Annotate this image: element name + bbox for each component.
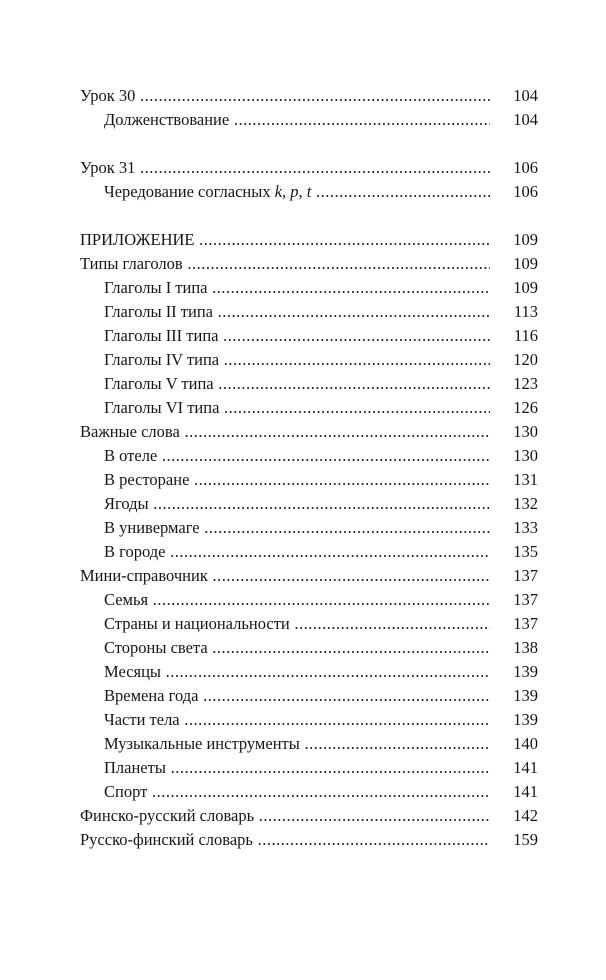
toc-entry-page-number: 116 [490, 324, 538, 348]
toc-entry-title: В отеле ..... [104, 444, 538, 468]
toc-entry-title: В ресторане ..... [104, 468, 538, 492]
toc-entry-page-number: 123 [490, 372, 538, 396]
toc-entry-page-number: 138 [490, 636, 538, 660]
toc-entry[interactable] [0, 180, 606, 204]
toc-entry-page-number: 120 [490, 348, 538, 372]
toc-entry-title: Месяцы ..... [104, 660, 538, 684]
toc-entry-title: Русско-финский словарь ..... [80, 828, 538, 852]
toc-entry-page-number: 140 [490, 732, 538, 756]
toc-entry[interactable] [0, 612, 606, 636]
toc-entry[interactable] [0, 588, 606, 612]
toc-entry-title: Урок 31 ..... [80, 156, 538, 180]
toc-entry-page-number: 137 [490, 612, 538, 636]
toc-entry-title: Стороны света ..... [104, 636, 538, 660]
toc-entry-title: Страны и национальности ..... [104, 612, 538, 636]
toc-entry-title: Части тела ..... [104, 708, 538, 732]
toc-entry[interactable] [0, 732, 606, 756]
toc-entry-page-number: 137 [490, 564, 538, 588]
toc-entry-page-number: 131 [490, 468, 538, 492]
toc-entry[interactable] [0, 636, 606, 660]
toc-entry[interactable] [0, 540, 606, 564]
toc-entry-title: В городе ..... [104, 540, 538, 564]
toc-entry[interactable] [0, 156, 606, 180]
toc-entry-page-number: 139 [490, 660, 538, 684]
toc-entry-page-number: 139 [490, 684, 538, 708]
toc-entry-page-number: 141 [490, 756, 538, 780]
toc-entry-title: Финско-русский словарь ..... [80, 804, 538, 828]
toc-entry-page-number: 139 [490, 708, 538, 732]
toc-entry-page-number: 109 [490, 252, 538, 276]
toc-entry-title: Ягоды ..... [104, 492, 538, 516]
toc-entry-title: Глаголы VI типа ..... [104, 396, 538, 420]
toc-entry-page-number: 142 [490, 804, 538, 828]
toc-entry-page-number: 133 [490, 516, 538, 540]
toc-entry-page-number: 126 [490, 396, 538, 420]
toc-entry-title: В универмаге ..... [104, 516, 538, 540]
toc-entry-page-number: 141 [490, 780, 538, 804]
toc-entry[interactable] [0, 348, 606, 372]
toc-entry[interactable] [0, 828, 606, 852]
toc-entry-title: Глаголы IV типа ..... [104, 348, 538, 372]
toc-entry[interactable] [0, 684, 606, 708]
toc-entry[interactable] [0, 660, 606, 684]
toc-entry-title: Урок 30 ..... [80, 84, 538, 108]
toc-entry-page-number: 132 [490, 492, 538, 516]
toc-entry[interactable] [0, 516, 606, 540]
toc-entry[interactable] [0, 396, 606, 420]
toc-entry-title: Планеты ..... [104, 756, 538, 780]
toc-entry[interactable] [0, 468, 606, 492]
toc-entry-page-number: 106 [490, 156, 538, 180]
toc-entry-page-number: 159 [490, 828, 538, 852]
toc-entry[interactable] [0, 780, 606, 804]
toc-entry-title: Музыкальные инструменты ..... [104, 732, 538, 756]
toc-entry[interactable] [0, 276, 606, 300]
toc-entry-page-number: 113 [490, 300, 538, 324]
toc-entry-page-number: 104 [490, 84, 538, 108]
toc-entry[interactable] [0, 708, 606, 732]
toc-entry[interactable] [0, 804, 606, 828]
toc-entry-title: Важные слова ..... [80, 420, 538, 444]
toc-entry-title: Долженствование ..... [104, 108, 538, 132]
toc-entry[interactable] [0, 300, 606, 324]
toc-entry[interactable] [0, 228, 606, 252]
toc-entry[interactable] [0, 84, 606, 108]
toc-entry-title: Спорт ..... [104, 780, 538, 804]
toc-entry-title: Глаголы III типа ..... [104, 324, 538, 348]
toc-entry-title: Мини-справочник ..... [80, 564, 538, 588]
toc-entry[interactable] [0, 372, 606, 396]
toc-entry-title: Чередование согласных k, p, t ..... [104, 180, 538, 204]
toc-entry-title: Глаголы V типа ..... [104, 372, 538, 396]
toc-entry-title: ПРИЛОЖЕНИЕ ..... [80, 228, 538, 252]
toc-entry[interactable] [0, 492, 606, 516]
toc-entry-page-number: 104 [490, 108, 538, 132]
toc-entry-title: Глаголы II типа ..... [104, 300, 538, 324]
toc-entry-page-number: 135 [490, 540, 538, 564]
toc-entry[interactable] [0, 444, 606, 468]
toc-entry-page-number: 130 [490, 420, 538, 444]
toc-entry-title: Глаголы I типа ..... [104, 276, 538, 300]
toc-entry-title: Типы глаголов ..... [80, 252, 538, 276]
toc-entry-page-number: 109 [490, 276, 538, 300]
toc-entry-page-number: 109 [490, 228, 538, 252]
toc-entry-title: Семья ..... [104, 588, 538, 612]
toc-entry[interactable] [0, 324, 606, 348]
toc-entry[interactable] [0, 756, 606, 780]
toc-entry-page-number: 137 [490, 588, 538, 612]
toc-entry-page-number: 106 [490, 180, 538, 204]
toc-entry-title: Времена года ..... [104, 684, 538, 708]
toc-entry[interactable] [0, 420, 606, 444]
toc-entry[interactable] [0, 252, 606, 276]
toc-entry[interactable] [0, 108, 606, 132]
toc-entry-page-number: 130 [490, 444, 538, 468]
toc-entry[interactable] [0, 564, 606, 588]
